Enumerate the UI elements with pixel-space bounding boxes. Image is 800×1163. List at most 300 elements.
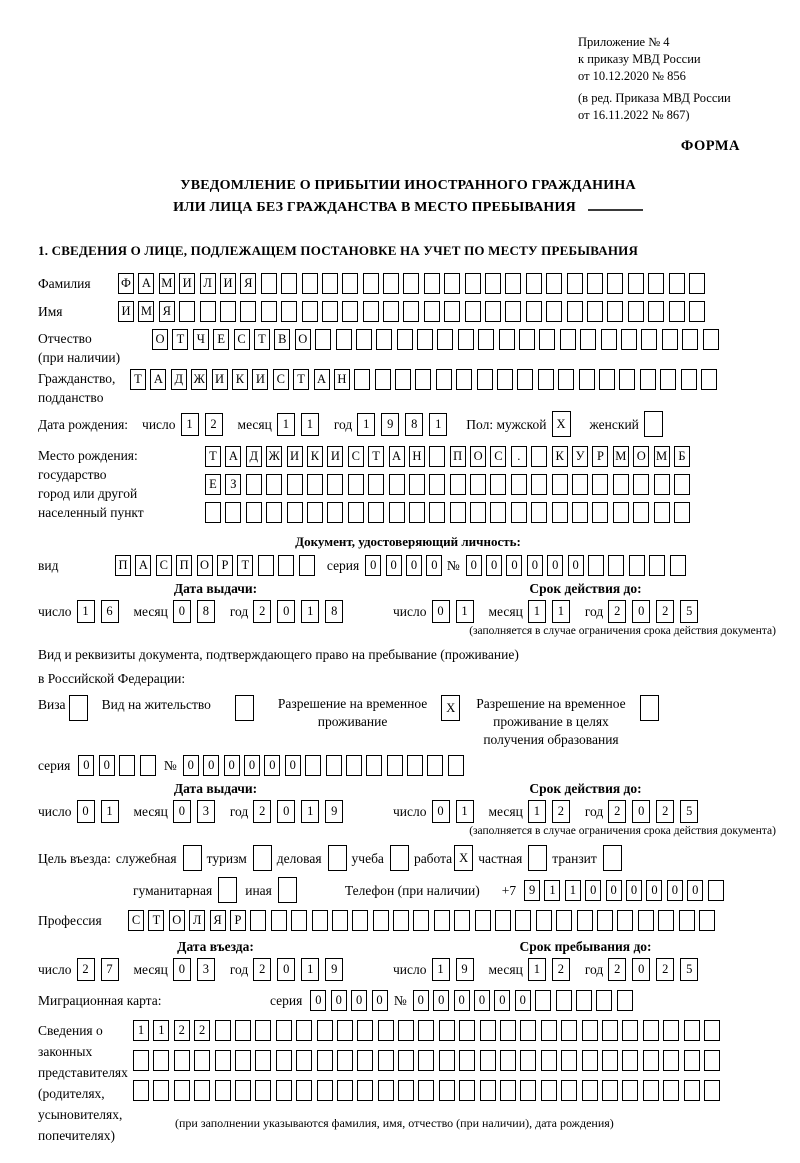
- char-box[interactable]: 9: [456, 958, 474, 981]
- char-box[interactable]: 2: [253, 600, 271, 623]
- char-box[interactable]: [427, 755, 443, 776]
- char-box[interactable]: 9: [524, 880, 540, 901]
- char-box[interactable]: 1: [544, 880, 560, 901]
- char-box[interactable]: 0: [173, 600, 191, 623]
- char-box[interactable]: 2: [174, 1020, 190, 1041]
- char-box[interactable]: [478, 329, 494, 350]
- char-box[interactable]: [607, 273, 623, 294]
- char-box[interactable]: [619, 369, 635, 390]
- char-box[interactable]: [587, 301, 603, 322]
- char-box[interactable]: [424, 301, 440, 322]
- char-box[interactable]: А: [150, 369, 166, 390]
- char-box[interactable]: [296, 1050, 312, 1071]
- char-box[interactable]: [215, 1020, 231, 1041]
- char-box[interactable]: [174, 1050, 190, 1071]
- char-box[interactable]: [662, 329, 678, 350]
- char-box[interactable]: Р: [217, 555, 233, 576]
- char-box[interactable]: 8: [405, 413, 423, 436]
- char-box[interactable]: [276, 1020, 292, 1041]
- char-box[interactable]: [596, 990, 612, 1011]
- char-box[interactable]: Н: [334, 369, 350, 390]
- char-box[interactable]: [648, 273, 664, 294]
- char-box[interactable]: [648, 301, 664, 322]
- char-box[interactable]: [682, 329, 698, 350]
- char-box[interactable]: [261, 301, 277, 322]
- char-box[interactable]: [582, 1020, 598, 1041]
- char-box[interactable]: [459, 1020, 475, 1041]
- char-box[interactable]: [500, 1080, 516, 1101]
- char-box[interactable]: [526, 301, 542, 322]
- char-box[interactable]: 0: [646, 880, 662, 901]
- char-box[interactable]: 0: [78, 755, 94, 776]
- char-box[interactable]: [597, 910, 613, 931]
- char-box[interactable]: [376, 329, 392, 350]
- char-box[interactable]: [281, 301, 297, 322]
- char-box[interactable]: [613, 502, 629, 523]
- char-box[interactable]: .: [511, 446, 527, 467]
- char-box[interactable]: 0: [224, 755, 240, 776]
- char-box[interactable]: [281, 273, 297, 294]
- char-box[interactable]: [354, 369, 370, 390]
- char-box[interactable]: Т: [172, 329, 188, 350]
- char-box[interactable]: [337, 1020, 353, 1041]
- char-box[interactable]: [183, 845, 202, 871]
- char-box[interactable]: [305, 755, 321, 776]
- char-box[interactable]: [434, 910, 450, 931]
- char-box[interactable]: [638, 910, 654, 931]
- char-box[interactable]: [556, 990, 572, 1011]
- char-box[interactable]: С: [234, 329, 250, 350]
- char-box[interactable]: [654, 502, 670, 523]
- char-box[interactable]: [499, 329, 515, 350]
- char-box[interactable]: И: [327, 446, 343, 467]
- char-box[interactable]: 0: [632, 958, 650, 981]
- char-box[interactable]: [215, 1080, 231, 1101]
- char-box[interactable]: [378, 1020, 394, 1041]
- char-box[interactable]: 0: [687, 880, 703, 901]
- char-box[interactable]: [287, 502, 303, 523]
- char-box[interactable]: [296, 1020, 312, 1041]
- char-box[interactable]: 1: [528, 958, 546, 981]
- char-box[interactable]: [480, 1020, 496, 1041]
- char-box[interactable]: [541, 1080, 557, 1101]
- char-box[interactable]: О: [152, 329, 168, 350]
- char-box[interactable]: [582, 1050, 598, 1071]
- char-box[interactable]: [490, 502, 506, 523]
- char-box[interactable]: [560, 329, 576, 350]
- char-box[interactable]: 1: [301, 600, 319, 623]
- char-box[interactable]: [409, 474, 425, 495]
- char-box[interactable]: [235, 695, 254, 721]
- char-box[interactable]: К: [307, 446, 323, 467]
- char-box[interactable]: [368, 502, 384, 523]
- char-box[interactable]: [641, 329, 657, 350]
- char-box[interactable]: [240, 301, 256, 322]
- char-box[interactable]: И: [212, 369, 228, 390]
- char-box[interactable]: [654, 474, 670, 495]
- char-box[interactable]: 2: [205, 413, 223, 436]
- char-box[interactable]: [403, 301, 419, 322]
- char-box[interactable]: 0: [99, 755, 115, 776]
- char-box[interactable]: 0: [173, 958, 191, 981]
- char-box[interactable]: З: [225, 474, 241, 495]
- char-box[interactable]: 2: [253, 800, 271, 823]
- char-box[interactable]: А: [389, 446, 405, 467]
- char-box[interactable]: [246, 474, 262, 495]
- char-box[interactable]: [342, 273, 358, 294]
- char-box[interactable]: [373, 910, 389, 931]
- char-box[interactable]: 7: [101, 958, 119, 981]
- char-box[interactable]: [415, 369, 431, 390]
- char-box[interactable]: [352, 910, 368, 931]
- char-box[interactable]: 0: [432, 800, 450, 823]
- char-box[interactable]: [378, 1080, 394, 1101]
- char-box[interactable]: [418, 1020, 434, 1041]
- char-box[interactable]: [633, 474, 649, 495]
- char-box[interactable]: [363, 273, 379, 294]
- char-box[interactable]: [539, 329, 555, 350]
- char-box[interactable]: 2: [656, 800, 674, 823]
- char-box[interactable]: Т: [368, 446, 384, 467]
- char-box[interactable]: 5: [680, 958, 698, 981]
- char-box[interactable]: [337, 1080, 353, 1101]
- char-box[interactable]: [561, 1050, 577, 1071]
- char-box[interactable]: У: [572, 446, 588, 467]
- char-box[interactable]: [689, 273, 705, 294]
- char-box[interactable]: 3: [197, 800, 215, 823]
- char-box[interactable]: [255, 1080, 271, 1101]
- char-box[interactable]: [601, 329, 617, 350]
- char-box[interactable]: [296, 1080, 312, 1101]
- char-box[interactable]: [520, 1050, 536, 1071]
- char-box[interactable]: [307, 474, 323, 495]
- char-box[interactable]: 3: [197, 958, 215, 981]
- char-box[interactable]: [439, 1020, 455, 1041]
- char-box[interactable]: [649, 555, 665, 576]
- char-box[interactable]: 0: [386, 555, 402, 576]
- char-box[interactable]: [470, 502, 486, 523]
- char-box[interactable]: [194, 1080, 210, 1101]
- char-box[interactable]: [520, 1020, 536, 1041]
- char-box[interactable]: 0: [432, 600, 450, 623]
- char-box[interactable]: 1: [133, 1020, 149, 1041]
- char-box[interactable]: О: [470, 446, 486, 467]
- char-box[interactable]: [357, 1050, 373, 1071]
- char-box[interactable]: [276, 1080, 292, 1101]
- char-box[interactable]: [459, 1080, 475, 1101]
- char-box[interactable]: 0: [606, 880, 622, 901]
- char-box[interactable]: [587, 273, 603, 294]
- char-box[interactable]: [517, 369, 533, 390]
- char-box[interactable]: [205, 502, 221, 523]
- char-box[interactable]: X: [441, 695, 460, 721]
- char-box[interactable]: 1: [277, 413, 295, 436]
- char-box[interactable]: [580, 329, 596, 350]
- char-box[interactable]: [617, 910, 633, 931]
- char-box[interactable]: [505, 301, 521, 322]
- char-box[interactable]: [315, 329, 331, 350]
- char-box[interactable]: [439, 1080, 455, 1101]
- char-box[interactable]: [439, 1050, 455, 1071]
- char-box[interactable]: [307, 502, 323, 523]
- char-box[interactable]: [368, 474, 384, 495]
- char-box[interactable]: [592, 474, 608, 495]
- char-box[interactable]: Д: [171, 369, 187, 390]
- char-box[interactable]: Р: [230, 910, 246, 931]
- char-box[interactable]: М: [138, 301, 154, 322]
- char-box[interactable]: [561, 1080, 577, 1101]
- char-box[interactable]: Ф: [118, 273, 134, 294]
- char-box[interactable]: [480, 1080, 496, 1101]
- char-box[interactable]: [258, 555, 274, 576]
- char-box[interactable]: [278, 555, 294, 576]
- char-box[interactable]: И: [220, 273, 236, 294]
- char-box[interactable]: [278, 877, 297, 903]
- char-box[interactable]: [674, 474, 690, 495]
- char-box[interactable]: [383, 273, 399, 294]
- char-box[interactable]: О: [169, 910, 185, 931]
- char-box[interactable]: 0: [494, 990, 510, 1011]
- char-box[interactable]: [398, 1080, 414, 1101]
- char-box[interactable]: [643, 1020, 659, 1041]
- char-box[interactable]: [444, 301, 460, 322]
- char-box[interactable]: Л: [189, 910, 205, 931]
- char-box[interactable]: [536, 910, 552, 931]
- char-box[interactable]: 2: [656, 958, 674, 981]
- char-box[interactable]: [526, 273, 542, 294]
- char-box[interactable]: [644, 411, 663, 437]
- char-box[interactable]: [444, 273, 460, 294]
- char-box[interactable]: 0: [474, 990, 490, 1011]
- char-box[interactable]: [689, 301, 705, 322]
- char-box[interactable]: [531, 502, 547, 523]
- char-box[interactable]: [235, 1080, 251, 1101]
- char-box[interactable]: [327, 502, 343, 523]
- char-box[interactable]: 1: [357, 413, 375, 436]
- char-box[interactable]: [287, 474, 303, 495]
- char-box[interactable]: [133, 1050, 149, 1071]
- char-box[interactable]: 0: [351, 990, 367, 1011]
- char-box[interactable]: [640, 695, 659, 721]
- char-box[interactable]: [409, 502, 425, 523]
- char-box[interactable]: С: [128, 910, 144, 931]
- char-box[interactable]: [266, 474, 282, 495]
- char-box[interactable]: 1: [301, 958, 319, 981]
- char-box[interactable]: [567, 301, 583, 322]
- char-box[interactable]: [490, 474, 506, 495]
- char-box[interactable]: [194, 1050, 210, 1071]
- char-box[interactable]: [531, 474, 547, 495]
- char-box[interactable]: И: [118, 301, 134, 322]
- char-box[interactable]: 0: [264, 755, 280, 776]
- char-box[interactable]: [558, 369, 574, 390]
- char-box[interactable]: Ж: [266, 446, 282, 467]
- char-box[interactable]: [629, 555, 645, 576]
- char-box[interactable]: [436, 369, 452, 390]
- char-box[interactable]: 9: [381, 413, 399, 436]
- char-box[interactable]: 1: [456, 600, 474, 623]
- char-box[interactable]: [628, 301, 644, 322]
- char-box[interactable]: [133, 1080, 149, 1101]
- char-box[interactable]: А: [138, 273, 154, 294]
- char-box[interactable]: [291, 910, 307, 931]
- char-box[interactable]: В: [274, 329, 290, 350]
- char-box[interactable]: 0: [585, 880, 601, 901]
- char-box[interactable]: [153, 1080, 169, 1101]
- char-box[interactable]: [322, 273, 338, 294]
- char-box[interactable]: 0: [506, 555, 522, 576]
- char-box[interactable]: [378, 1050, 394, 1071]
- char-box[interactable]: 0: [277, 600, 295, 623]
- char-box[interactable]: М: [654, 446, 670, 467]
- char-box[interactable]: [255, 1020, 271, 1041]
- char-box[interactable]: [383, 301, 399, 322]
- char-box[interactable]: П: [450, 446, 466, 467]
- char-box[interactable]: [592, 502, 608, 523]
- char-box[interactable]: Ч: [193, 329, 209, 350]
- char-box[interactable]: [708, 880, 724, 901]
- char-box[interactable]: [497, 369, 513, 390]
- char-box[interactable]: [387, 755, 403, 776]
- char-box[interactable]: [485, 273, 501, 294]
- char-box[interactable]: [276, 1050, 292, 1071]
- char-box[interactable]: [448, 755, 464, 776]
- char-box[interactable]: 0: [547, 555, 563, 576]
- char-box[interactable]: 1: [528, 800, 546, 823]
- char-box[interactable]: 0: [277, 958, 295, 981]
- char-box[interactable]: 0: [77, 800, 95, 823]
- char-box[interactable]: [413, 910, 429, 931]
- char-box[interactable]: [703, 329, 719, 350]
- char-box[interactable]: [684, 1080, 700, 1101]
- char-box[interactable]: [390, 845, 409, 871]
- char-box[interactable]: Т: [237, 555, 253, 576]
- char-box[interactable]: П: [176, 555, 192, 576]
- char-box[interactable]: 0: [466, 555, 482, 576]
- char-box[interactable]: [640, 369, 656, 390]
- char-box[interactable]: [546, 301, 562, 322]
- char-box[interactable]: [328, 845, 347, 871]
- char-box[interactable]: М: [159, 273, 175, 294]
- char-box[interactable]: [458, 329, 474, 350]
- char-box[interactable]: 0: [331, 990, 347, 1011]
- char-box[interactable]: Т: [293, 369, 309, 390]
- char-box[interactable]: [588, 555, 604, 576]
- char-box[interactable]: А: [314, 369, 330, 390]
- char-box[interactable]: [395, 369, 411, 390]
- char-box[interactable]: [179, 301, 195, 322]
- char-box[interactable]: [556, 910, 572, 931]
- char-box[interactable]: [519, 329, 535, 350]
- char-box[interactable]: [235, 1020, 251, 1041]
- char-box[interactable]: [302, 273, 318, 294]
- char-box[interactable]: [429, 474, 445, 495]
- char-box[interactable]: [674, 502, 690, 523]
- char-box[interactable]: [332, 910, 348, 931]
- char-box[interactable]: 0: [515, 990, 531, 1011]
- char-box[interactable]: 8: [197, 600, 215, 623]
- char-box[interactable]: Т: [254, 329, 270, 350]
- char-box[interactable]: [153, 1050, 169, 1071]
- char-box[interactable]: А: [225, 446, 241, 467]
- char-box[interactable]: [271, 910, 287, 931]
- char-box[interactable]: 1: [565, 880, 581, 901]
- char-box[interactable]: [704, 1080, 720, 1101]
- char-box[interactable]: [663, 1020, 679, 1041]
- char-box[interactable]: Н: [409, 446, 425, 467]
- char-box[interactable]: X: [454, 845, 473, 871]
- char-box[interactable]: [520, 1080, 536, 1101]
- char-box[interactable]: [389, 502, 405, 523]
- char-box[interactable]: 1: [432, 958, 450, 981]
- char-box[interactable]: Я: [210, 910, 226, 931]
- char-box[interactable]: [699, 910, 715, 931]
- char-box[interactable]: 0: [454, 990, 470, 1011]
- char-box[interactable]: С: [348, 446, 364, 467]
- char-box[interactable]: [617, 990, 633, 1011]
- char-box[interactable]: [603, 845, 622, 871]
- char-box[interactable]: [317, 1080, 333, 1101]
- char-box[interactable]: [679, 910, 695, 931]
- char-box[interactable]: [561, 1020, 577, 1041]
- char-box[interactable]: 0: [244, 755, 260, 776]
- char-box[interactable]: Е: [205, 474, 221, 495]
- char-box[interactable]: [69, 695, 88, 721]
- char-box[interactable]: [572, 474, 588, 495]
- char-box[interactable]: М: [613, 446, 629, 467]
- char-box[interactable]: С: [490, 446, 506, 467]
- char-box[interactable]: [459, 1050, 475, 1071]
- char-box[interactable]: [337, 1050, 353, 1071]
- char-box[interactable]: [541, 1050, 557, 1071]
- char-box[interactable]: [599, 369, 615, 390]
- char-box[interactable]: [397, 329, 413, 350]
- char-box[interactable]: 2: [656, 600, 674, 623]
- char-box[interactable]: [356, 329, 372, 350]
- char-box[interactable]: [407, 755, 423, 776]
- char-box[interactable]: 0: [277, 800, 295, 823]
- char-box[interactable]: [669, 301, 685, 322]
- char-box[interactable]: 2: [608, 958, 626, 981]
- char-box[interactable]: Т: [205, 446, 221, 467]
- char-box[interactable]: 0: [203, 755, 219, 776]
- char-box[interactable]: [608, 555, 624, 576]
- char-box[interactable]: Е: [213, 329, 229, 350]
- char-box[interactable]: К: [552, 446, 568, 467]
- char-box[interactable]: Т: [130, 369, 146, 390]
- char-box[interactable]: 1: [153, 1020, 169, 1041]
- char-box[interactable]: [346, 755, 362, 776]
- char-box[interactable]: [393, 910, 409, 931]
- char-box[interactable]: 0: [413, 990, 429, 1011]
- char-box[interactable]: [418, 1080, 434, 1101]
- char-box[interactable]: [450, 502, 466, 523]
- char-box[interactable]: [322, 301, 338, 322]
- char-box[interactable]: [684, 1020, 700, 1041]
- char-box[interactable]: [663, 1080, 679, 1101]
- char-box[interactable]: [424, 273, 440, 294]
- char-box[interactable]: [613, 474, 629, 495]
- char-box[interactable]: [119, 755, 135, 776]
- char-box[interactable]: [215, 1050, 231, 1071]
- char-box[interactable]: 0: [426, 555, 442, 576]
- char-box[interactable]: [218, 877, 237, 903]
- char-box[interactable]: 5: [680, 600, 698, 623]
- char-box[interactable]: О: [197, 555, 213, 576]
- char-box[interactable]: [140, 755, 156, 776]
- char-box[interactable]: [327, 474, 343, 495]
- char-box[interactable]: [375, 369, 391, 390]
